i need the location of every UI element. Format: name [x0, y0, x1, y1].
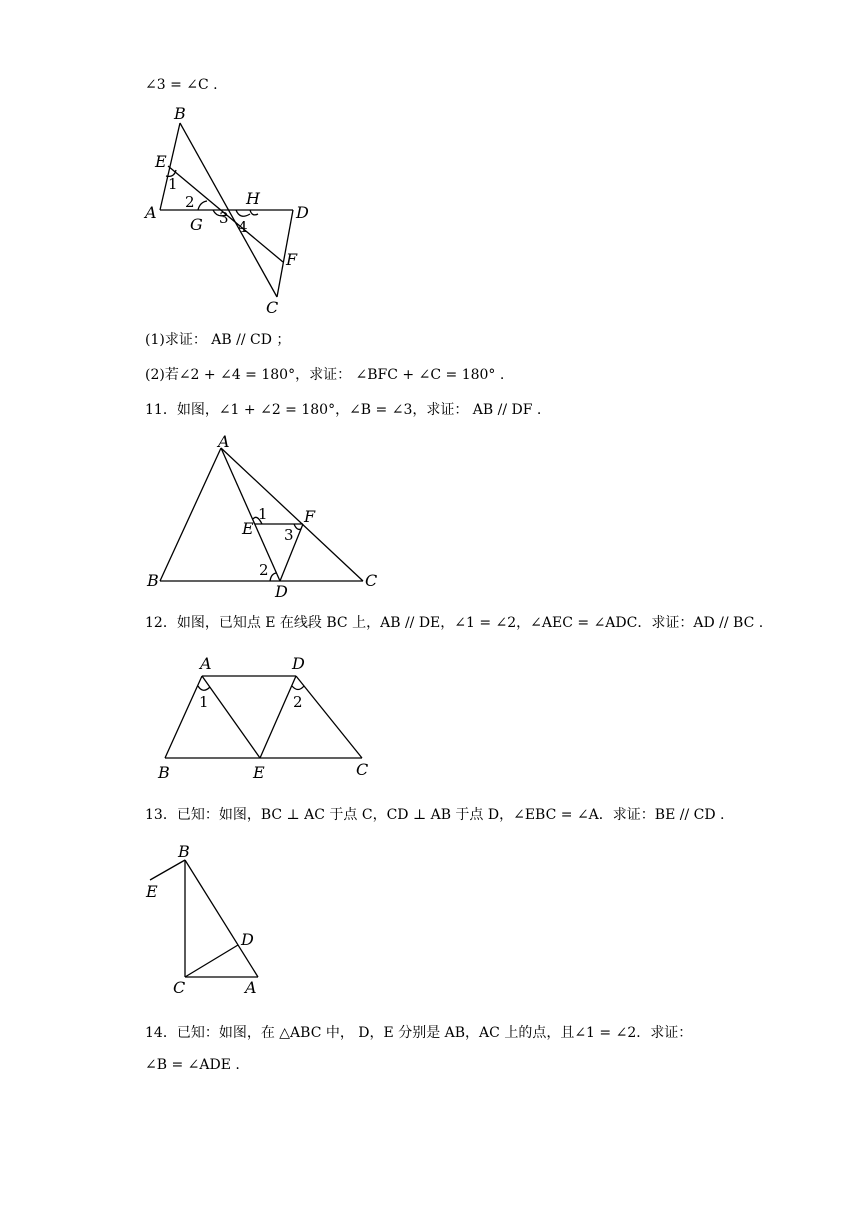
- text-line: ∠B = ∠ADE .: [145, 1057, 240, 1073]
- label-H: H: [246, 189, 260, 208]
- label-angle-1: 1: [168, 175, 178, 193]
- label-angle-2: 2: [259, 561, 269, 579]
- label-E: E: [155, 152, 167, 171]
- label-F: F: [286, 250, 298, 269]
- label-C: C: [365, 571, 378, 590]
- figure-problem-13: [140, 838, 270, 998]
- label-A: A: [245, 978, 257, 997]
- label-B: B: [158, 763, 170, 782]
- figure-problem-11: [140, 430, 390, 600]
- label-A: A: [218, 432, 230, 451]
- label-angle-2: 2: [185, 193, 195, 211]
- text-line: 12．如图，已知点 E 在线段 BC 上，AB // DE，∠1 = ∠2，∠AEC = ∠ADC．求证：AD // BC .: [145, 615, 764, 631]
- label-D: D: [241, 930, 254, 949]
- text-line: 13．已知：如图，BC ⊥ AC 于点 C，CD ⊥ AB 于点 D，∠EBC = ∠A．求证：BE // CD .: [145, 807, 725, 823]
- label-C: C: [356, 760, 369, 779]
- label-B: B: [147, 571, 159, 590]
- figure-problem-10: [140, 100, 320, 320]
- label-E: E: [253, 763, 265, 782]
- label-E: E: [242, 519, 254, 538]
- label-A: A: [145, 203, 157, 222]
- label-angle-3: 3: [219, 209, 229, 227]
- text-line: ∠3 = ∠C .: [145, 77, 218, 93]
- label-F: F: [304, 507, 316, 526]
- label-D: D: [296, 203, 309, 222]
- text-line: (1)求证： AB // CD ；: [145, 332, 291, 348]
- label-angle-1: 1: [199, 693, 209, 711]
- label-angle-2: 2: [293, 693, 303, 711]
- label-angle-4: 4: [238, 218, 248, 236]
- figure-problem-12: [150, 650, 380, 785]
- label-angle-1: 1: [258, 505, 268, 523]
- label-A: A: [200, 654, 212, 673]
- label-B: B: [174, 104, 186, 123]
- label-B: B: [178, 842, 190, 861]
- label-D: D: [275, 582, 288, 601]
- text-line: 14．已知：如图，在 △ABC 中， D，E 分别是 AB，AC 上的点，且∠1 = ∠2．求证：: [145, 1025, 693, 1041]
- text-line: 11．如图，∠1 + ∠2 = 180°，∠B = ∠3，求证： AB // DF .: [145, 402, 542, 418]
- text-line: (2)若∠2 + ∠4 = 180°，求证： ∠BFC + ∠C = 180° .: [145, 367, 505, 383]
- label-angle-3: 3: [284, 526, 294, 544]
- label-C: C: [266, 298, 279, 317]
- label-D: D: [292, 654, 305, 673]
- label-E: E: [146, 882, 158, 901]
- label-G: G: [190, 215, 203, 234]
- label-C: C: [173, 978, 186, 997]
